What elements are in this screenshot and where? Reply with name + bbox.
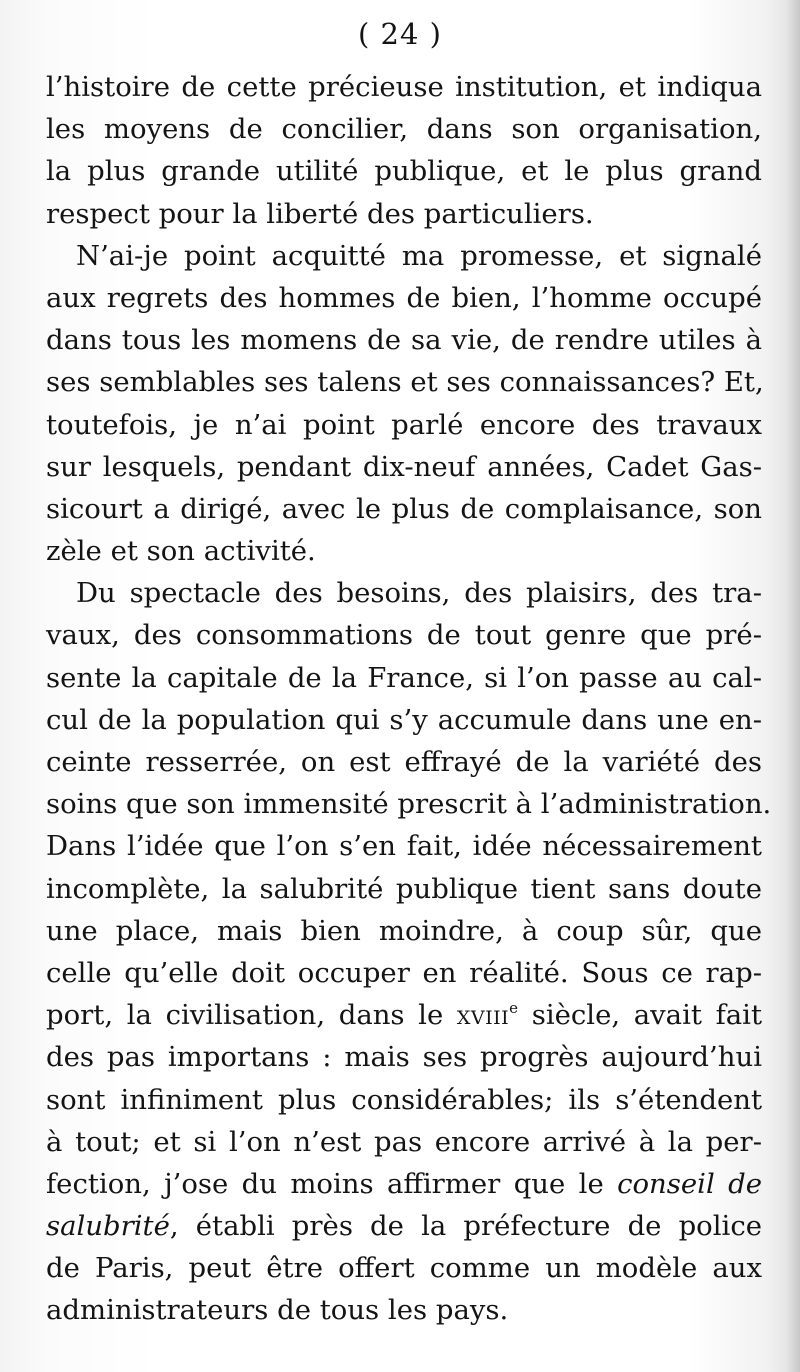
line-text-after: , établi près de la préfecture de police [169,1210,762,1243]
text-line: dans tous les momens de sa vie, de rendre utiles à [46,324,762,357]
superscript-e: e [509,999,519,1018]
text-line: N’ai-je point acquitté ma promesse, et signalé [76,239,762,272]
text-line-with-italic [46,1163,762,1205]
italic-text: salubrité [46,1210,170,1243]
text-line: aux regrets des hommes de bien, l’homme occupé [46,281,762,314]
body-text [46,66,772,1332]
text-line: incomplète, la salubrité publique tient sans doute [46,872,762,905]
text-line: vaux, des consommations de tout genre que pré- [46,619,762,652]
text-line: ceinte resserrée, on est effrayé de la variété des [46,746,762,778]
text-line: ses semblables ses talens et ses connaissances? Et, [46,366,764,399]
text-line: sente la capitale de la France, si l’on passe au cal- [46,661,762,694]
text-line: administrateurs de tous les pays. [46,1294,509,1327]
italic-text: conseil de [617,1167,762,1200]
text-line: Du spectacle des besoins, des plaisirs, des tra- [76,577,762,610]
text-line: sont infiniment plus considérables; ils s’étendent [46,1083,762,1116]
text-line: de Paris, peut être offert comme un modèle aux [46,1252,762,1285]
text-line: respect pour la liberté des particuliers. [46,197,594,230]
line-text-before: port, la civilisation, dans le [46,999,457,1032]
text-line: sur lesquels, pendant dix-neuf années, Cadet Gas- [46,450,762,483]
text-line: sicourt a dirigé, avec le plus de complaisance, son [46,492,762,525]
line-text-after: siècle, avait fait [518,999,762,1032]
text-line: les moyens de concilier, dans son organisation, [46,113,762,146]
text-line-with-century [46,994,762,1036]
text-line: soins que son immensité prescrit à l’administration. [46,788,772,821]
text-line: des pas importans : mais ses progrès aujourd’hui [46,1041,762,1074]
paragraph [46,572,772,1331]
text-line: l’histoire de cette précieuse institution, et indiqua [46,71,762,103]
text-line: une place, mais bien moindre, à coup sûr, que [46,914,762,947]
roman-numeral: xviii [456,999,510,1032]
paragraph [46,235,762,573]
text-line: la plus grande utilité publique, et le plus grand [46,155,762,188]
text-line: à tout; et si l’on n’est pas encore arrivé à la per- [46,1125,762,1158]
text-line: celle qu’elle doit occuper en réalité. Sous ce rap- [46,956,762,989]
page-number: ( 24 ) [358,17,442,51]
text-line: Dans l’idée que l’on s’en fait, idée nécessairement [46,830,762,863]
text-line-with-italic [46,1205,762,1247]
text-line: zèle et son activité. [46,535,316,568]
text-line: cul de la population qui s’y accumule dans une en- [46,703,762,736]
paragraph [46,66,762,235]
line-text-before: fection, j’ose du moins affirmer que le [46,1167,618,1200]
text-line: toutefois, je n’ai point parlé encore des travaux [46,408,762,441]
